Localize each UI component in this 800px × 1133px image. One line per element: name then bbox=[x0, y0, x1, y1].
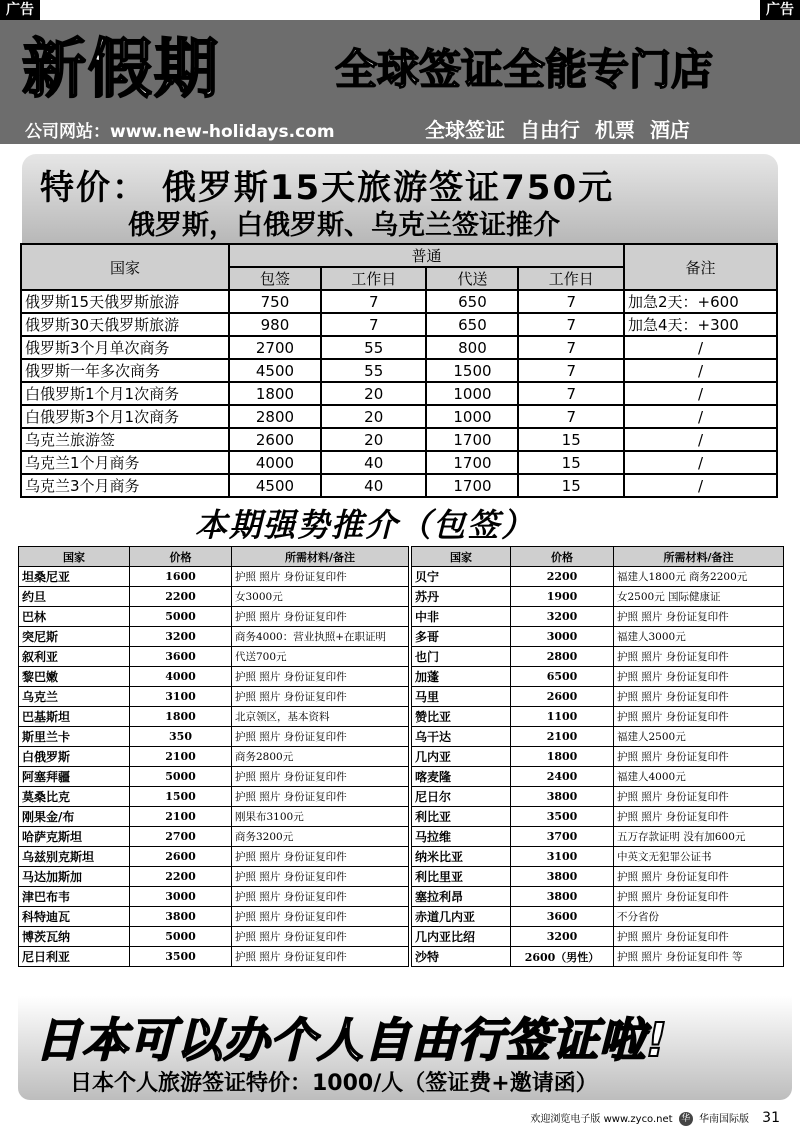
country-cell: 尼日利亚 bbox=[19, 947, 130, 967]
table-row bbox=[21, 474, 777, 497]
price-cell: 1600 bbox=[130, 567, 232, 587]
table-row bbox=[412, 907, 784, 927]
service-item: 全球签证 bbox=[425, 118, 505, 142]
brand-name: 新假期 bbox=[22, 33, 220, 107]
country-cell: 巴基斯坦 bbox=[19, 707, 130, 727]
header-daisong: 代送 bbox=[426, 267, 518, 290]
price-cell: 2700 bbox=[130, 827, 232, 847]
remark-cell: / bbox=[624, 428, 777, 451]
visa-type-cell: 白俄罗斯3个月1次商务 bbox=[21, 405, 229, 428]
note-cell: 护照 照片 身份证复印件 bbox=[232, 887, 409, 907]
daisong-price-cell: 1700 bbox=[426, 428, 518, 451]
table-row bbox=[412, 887, 784, 907]
slogan: 全球签证全能专门店 bbox=[335, 45, 714, 94]
price-cell: 3500 bbox=[511, 807, 614, 827]
country-cell: 黎巴嫩 bbox=[19, 667, 130, 687]
table-row bbox=[412, 667, 784, 687]
note-cell: 护照 照片 身份证复印件 bbox=[232, 907, 409, 927]
note-cell: 福建人3000元 bbox=[614, 627, 784, 647]
table-row bbox=[19, 647, 409, 667]
remark-cell: / bbox=[624, 359, 777, 382]
price-cell: 5000 bbox=[130, 767, 232, 787]
note-cell: 护照 照片 身份证复印件 bbox=[614, 747, 784, 767]
table-row bbox=[19, 627, 409, 647]
table-row bbox=[21, 359, 777, 382]
header-remarks: 备注 bbox=[624, 244, 777, 290]
price-cell: 3100 bbox=[130, 687, 232, 707]
country-cell: 约旦 bbox=[19, 587, 130, 607]
header-country: 国家 bbox=[21, 244, 229, 290]
table-row bbox=[21, 405, 777, 428]
baoqian-price-cell: 2600 bbox=[229, 428, 321, 451]
table-row bbox=[412, 867, 784, 887]
header-baoqian: 包签 bbox=[229, 267, 321, 290]
header-workdays: 工作日 bbox=[518, 267, 624, 290]
country-cell: 利比里亚 bbox=[412, 867, 511, 887]
country-cell: 几内亚 bbox=[412, 747, 511, 767]
price-cell: 4000 bbox=[130, 667, 232, 687]
japan-price-line: 日本个人旅游签证特价：1000/人（签证费+邀请函） bbox=[70, 1071, 598, 1096]
price-cell: 2600（男性） bbox=[511, 947, 614, 967]
note-cell: 护照 照片 身份证复印件 bbox=[614, 607, 784, 627]
workdays-cell: 55 bbox=[321, 359, 427, 382]
workdays-cell: 40 bbox=[321, 474, 427, 497]
price-cell: 3200 bbox=[511, 927, 614, 947]
note-cell: 商务3200元 bbox=[232, 827, 409, 847]
price-cell: 3800 bbox=[130, 907, 232, 927]
visa-type-cell: 俄罗斯30天俄罗斯旅游 bbox=[21, 313, 229, 336]
table-row bbox=[412, 807, 784, 827]
country-cell: 叙利亚 bbox=[19, 647, 130, 667]
visa-type-cell: 白俄罗斯1个月1次商务 bbox=[21, 382, 229, 405]
workdays-cell: 55 bbox=[321, 336, 427, 359]
country-cell: 阿塞拜疆 bbox=[19, 767, 130, 787]
note-cell: 刚果布3100元 bbox=[232, 807, 409, 827]
note-cell: 女3000元 bbox=[232, 587, 409, 607]
table-row bbox=[19, 907, 409, 927]
visa-type-cell: 俄罗斯一年多次商务 bbox=[21, 359, 229, 382]
note-cell: 女2500元 国际健康证 bbox=[614, 587, 784, 607]
country-cell: 津巴布韦 bbox=[19, 887, 130, 907]
website-link[interactable]: 公司网站：www.new-holidays.com bbox=[25, 122, 335, 142]
baoqian-price-cell: 1800 bbox=[229, 382, 321, 405]
ad-tag-left: 广告 bbox=[0, 0, 40, 20]
table-row bbox=[19, 567, 409, 587]
workdays-cell: 20 bbox=[321, 428, 427, 451]
note-cell: 中英文无犯罪公证书 bbox=[614, 847, 784, 867]
workdays-cell: 7 bbox=[518, 290, 624, 313]
country-cell: 坦桑尼亚 bbox=[19, 567, 130, 587]
note-cell: 不分省份 bbox=[614, 907, 784, 927]
recommend-table-left bbox=[18, 546, 409, 967]
price-cell: 1800 bbox=[511, 747, 614, 767]
note-cell: 商务2800元 bbox=[232, 747, 409, 767]
table-row bbox=[412, 607, 784, 627]
note-cell: 护照 照片 身份证复印件 bbox=[614, 647, 784, 667]
header-notes: 所需材料/备注 bbox=[232, 547, 409, 567]
remark-cell: 加急2天：+600 bbox=[624, 290, 777, 313]
table-row bbox=[412, 827, 784, 847]
remark-cell: / bbox=[624, 451, 777, 474]
price-cell: 3200 bbox=[130, 627, 232, 647]
page-number: 31 bbox=[762, 1110, 780, 1126]
price-cell: 3200 bbox=[511, 607, 614, 627]
table-row bbox=[412, 847, 784, 867]
table-row bbox=[19, 687, 409, 707]
table-row bbox=[21, 336, 777, 359]
country-cell: 喀麦隆 bbox=[412, 767, 511, 787]
visa-type-cell: 俄罗斯3个月单次商务 bbox=[21, 336, 229, 359]
table-row bbox=[412, 567, 784, 587]
price-cell: 3800 bbox=[511, 867, 614, 887]
ad-tag-right: 广告 bbox=[760, 0, 800, 20]
country-cell: 马拉维 bbox=[412, 827, 511, 847]
remark-cell: / bbox=[624, 336, 777, 359]
baoqian-price-cell: 2700 bbox=[229, 336, 321, 359]
recommend-title: 本期强势推介（包签） bbox=[195, 506, 536, 544]
table-row bbox=[19, 747, 409, 767]
price-cell: 2100 bbox=[130, 807, 232, 827]
header-workdays: 工作日 bbox=[321, 267, 427, 290]
table-row bbox=[19, 807, 409, 827]
baoqian-price-cell: 4500 bbox=[229, 474, 321, 497]
publisher-logo-icon: 华 bbox=[679, 1112, 693, 1126]
note-cell: 护照 照片 身份证复印件 bbox=[614, 867, 784, 887]
note-cell: 护照 照片 身份证复印件 bbox=[232, 607, 409, 627]
country-cell: 赤道几内亚 bbox=[412, 907, 511, 927]
price-cell: 2800 bbox=[511, 647, 614, 667]
price-cell: 3600 bbox=[511, 907, 614, 927]
country-cell: 乌兹别克斯坦 bbox=[19, 847, 130, 867]
note-cell: 护照 照片 身份证复印件 bbox=[232, 767, 409, 787]
note-cell: 护照 照片 身份证复印件 bbox=[232, 687, 409, 707]
note-cell: 福建人1800元 商务2200元 bbox=[614, 567, 784, 587]
table-row bbox=[412, 627, 784, 647]
daisong-price-cell: 1700 bbox=[426, 474, 518, 497]
note-cell: 护照 照片 身份证复印件 bbox=[614, 707, 784, 727]
service-item: 机票 bbox=[594, 118, 635, 142]
header-price: 价格 bbox=[511, 547, 614, 567]
note-cell: 护照 照片 身份证复印件 bbox=[614, 927, 784, 947]
note-cell: 商务4000：营业执照+在职证明 bbox=[232, 627, 409, 647]
country-cell: 博茨瓦纳 bbox=[19, 927, 130, 947]
visa-price-table bbox=[20, 243, 778, 498]
price-cell: 3800 bbox=[511, 887, 614, 907]
price-cell: 3500 bbox=[130, 947, 232, 967]
country-cell: 莫桑比克 bbox=[19, 787, 130, 807]
table-row bbox=[19, 887, 409, 907]
table-row bbox=[19, 667, 409, 687]
baoqian-price-cell: 750 bbox=[229, 290, 321, 313]
country-cell: 也门 bbox=[412, 647, 511, 667]
header-country: 国家 bbox=[19, 547, 130, 567]
country-cell: 纳米比亚 bbox=[412, 847, 511, 867]
table-row bbox=[19, 767, 409, 787]
country-cell: 沙特 bbox=[412, 947, 511, 967]
daisong-price-cell: 1700 bbox=[426, 451, 518, 474]
price-cell: 1500 bbox=[130, 787, 232, 807]
price-cell: 350 bbox=[130, 727, 232, 747]
price-cell: 2600 bbox=[511, 687, 614, 707]
daisong-price-cell: 1000 bbox=[426, 405, 518, 428]
table-row bbox=[412, 787, 784, 807]
price-cell: 1900 bbox=[511, 587, 614, 607]
price-cell: 2200 bbox=[130, 867, 232, 887]
promo-title: 特价： 俄罗斯15天旅游签证750元 bbox=[40, 168, 615, 208]
price-cell: 3600 bbox=[130, 647, 232, 667]
workdays-cell: 15 bbox=[518, 451, 624, 474]
table-row bbox=[21, 290, 777, 313]
price-cell: 6500 bbox=[511, 667, 614, 687]
baoqian-price-cell: 2800 bbox=[229, 405, 321, 428]
country-cell: 贝宁 bbox=[412, 567, 511, 587]
price-cell: 3800 bbox=[511, 787, 614, 807]
header-banner bbox=[0, 20, 800, 144]
daisong-price-cell: 1500 bbox=[426, 359, 518, 382]
table-row bbox=[19, 607, 409, 627]
table-row bbox=[21, 382, 777, 405]
note-cell: 北京领区，基本资料 bbox=[232, 707, 409, 727]
note-cell: 福建人4000元 bbox=[614, 767, 784, 787]
price-cell: 2400 bbox=[511, 767, 614, 787]
workdays-cell: 7 bbox=[321, 313, 427, 336]
service-item: 酒店 bbox=[649, 118, 690, 142]
table-row bbox=[19, 787, 409, 807]
baoqian-price-cell: 4500 bbox=[229, 359, 321, 382]
workdays-cell: 40 bbox=[321, 451, 427, 474]
table-row bbox=[19, 927, 409, 947]
price-cell: 5000 bbox=[130, 607, 232, 627]
note-cell: 护照 照片 身份证复印件 bbox=[232, 787, 409, 807]
country-cell: 巴林 bbox=[19, 607, 130, 627]
country-cell: 乌干达 bbox=[412, 727, 511, 747]
table-row bbox=[21, 313, 777, 336]
note-cell: 护照 照片 身份证复印件 bbox=[232, 847, 409, 867]
table-row bbox=[412, 747, 784, 767]
table-row bbox=[412, 707, 784, 727]
price-cell: 3700 bbox=[511, 827, 614, 847]
note-cell: 护照 照片 身份证复印件 bbox=[614, 887, 784, 907]
country-cell: 科特迪瓦 bbox=[19, 907, 130, 927]
service-item: 自由行 bbox=[519, 118, 580, 142]
note-cell: 护照 照片 身份证复印件 bbox=[232, 927, 409, 947]
header-price: 价格 bbox=[130, 547, 232, 567]
japan-title: 日本可以办个人自由行签证啦! bbox=[35, 1013, 668, 1067]
workdays-cell: 20 bbox=[321, 382, 427, 405]
price-cell: 1100 bbox=[511, 707, 614, 727]
footer-text: 欢迎浏览电子版 www.zyco.net bbox=[530, 1114, 673, 1125]
note-cell: 护照 照片 身份证复印件 bbox=[232, 727, 409, 747]
country-cell: 马达加斯加 bbox=[19, 867, 130, 887]
price-cell: 2200 bbox=[511, 567, 614, 587]
workdays-cell: 15 bbox=[518, 428, 624, 451]
table-row bbox=[412, 947, 784, 967]
country-cell: 白俄罗斯 bbox=[19, 747, 130, 767]
table-row bbox=[21, 451, 777, 474]
services-list bbox=[425, 114, 698, 143]
price-cell: 5000 bbox=[130, 927, 232, 947]
country-cell: 加蓬 bbox=[412, 667, 511, 687]
note-cell: 代送700元 bbox=[232, 647, 409, 667]
baoqian-price-cell: 4000 bbox=[229, 451, 321, 474]
table-row bbox=[412, 727, 784, 747]
table-row bbox=[412, 687, 784, 707]
table-row bbox=[412, 927, 784, 947]
table-row bbox=[19, 587, 409, 607]
table-row bbox=[19, 707, 409, 727]
table-row bbox=[19, 867, 409, 887]
footer-publication: 华南国际版 bbox=[698, 1114, 749, 1125]
note-cell: 护照 照片 身份证复印件 bbox=[232, 567, 409, 587]
table-row bbox=[21, 428, 777, 451]
price-cell: 3000 bbox=[130, 887, 232, 907]
remark-cell: / bbox=[624, 405, 777, 428]
country-cell: 哈萨克斯坦 bbox=[19, 827, 130, 847]
workdays-cell: 7 bbox=[518, 359, 624, 382]
daisong-price-cell: 1000 bbox=[426, 382, 518, 405]
table-row bbox=[412, 587, 784, 607]
note-cell: 五万存款证明 没有加600元 bbox=[614, 827, 784, 847]
country-cell: 几内亚比绍 bbox=[412, 927, 511, 947]
footer bbox=[530, 1110, 780, 1126]
country-cell: 刚果金/布 bbox=[19, 807, 130, 827]
country-cell: 尼日尔 bbox=[412, 787, 511, 807]
table-row bbox=[19, 827, 409, 847]
remark-cell: / bbox=[624, 474, 777, 497]
workdays-cell: 7 bbox=[518, 405, 624, 428]
header-country: 国家 bbox=[412, 547, 511, 567]
header-notes: 所需材料/备注 bbox=[614, 547, 784, 567]
country-cell: 苏丹 bbox=[412, 587, 511, 607]
price-cell: 1800 bbox=[130, 707, 232, 727]
note-cell: 护照 照片 身份证复印件 bbox=[614, 807, 784, 827]
country-cell: 斯里兰卡 bbox=[19, 727, 130, 747]
visa-type-cell: 乌克兰旅游签 bbox=[21, 428, 229, 451]
note-cell: 护照 照片 身份证复印件 bbox=[614, 787, 784, 807]
note-cell: 护照 照片 身份证复印件 bbox=[614, 667, 784, 687]
price-cell: 3100 bbox=[511, 847, 614, 867]
remark-cell: 加急4天：+300 bbox=[624, 313, 777, 336]
table-row bbox=[412, 647, 784, 667]
price-cell: 2100 bbox=[511, 727, 614, 747]
header-normal: 普通 bbox=[229, 244, 624, 267]
visa-type-cell: 俄罗斯15天俄罗斯旅游 bbox=[21, 290, 229, 313]
table-row bbox=[412, 767, 784, 787]
price-cell: 2100 bbox=[130, 747, 232, 767]
workdays-cell: 15 bbox=[518, 474, 624, 497]
note-cell: 护照 照片 身份证复印件 bbox=[232, 947, 409, 967]
daisong-price-cell: 650 bbox=[426, 313, 518, 336]
workdays-cell: 7 bbox=[518, 313, 624, 336]
daisong-price-cell: 800 bbox=[426, 336, 518, 359]
table-row bbox=[19, 947, 409, 967]
baoqian-price-cell: 980 bbox=[229, 313, 321, 336]
daisong-price-cell: 650 bbox=[426, 290, 518, 313]
country-cell: 突尼斯 bbox=[19, 627, 130, 647]
workdays-cell: 7 bbox=[321, 290, 427, 313]
country-cell: 乌克兰 bbox=[19, 687, 130, 707]
note-cell: 护照 照片 身份证复印件 bbox=[232, 667, 409, 687]
promo-subtitle: 俄罗斯，白俄罗斯、乌克兰签证推介 bbox=[128, 210, 560, 241]
note-cell: 护照 照片 身份证复印件 bbox=[614, 687, 784, 707]
note-cell: 护照 照片 身份证复印件 bbox=[232, 867, 409, 887]
visa-type-cell: 乌克兰1个月商务 bbox=[21, 451, 229, 474]
price-cell: 2200 bbox=[130, 587, 232, 607]
country-cell: 多哥 bbox=[412, 627, 511, 647]
price-cell: 3000 bbox=[511, 627, 614, 647]
remark-cell: / bbox=[624, 382, 777, 405]
country-cell: 塞拉利昂 bbox=[412, 887, 511, 907]
table-row bbox=[19, 847, 409, 867]
country-cell: 马里 bbox=[412, 687, 511, 707]
country-cell: 中非 bbox=[412, 607, 511, 627]
table-row bbox=[19, 727, 409, 747]
country-cell: 赞比亚 bbox=[412, 707, 511, 727]
price-cell: 2600 bbox=[130, 847, 232, 867]
note-cell: 护照 照片 身份证复印件 等 bbox=[614, 947, 784, 967]
country-cell: 利比亚 bbox=[412, 807, 511, 827]
note-cell: 福建人2500元 bbox=[614, 727, 784, 747]
workdays-cell: 7 bbox=[518, 336, 624, 359]
recommend-table-right bbox=[411, 546, 784, 967]
workdays-cell: 7 bbox=[518, 382, 624, 405]
workdays-cell: 20 bbox=[321, 405, 427, 428]
visa-type-cell: 乌克兰3个月商务 bbox=[21, 474, 229, 497]
